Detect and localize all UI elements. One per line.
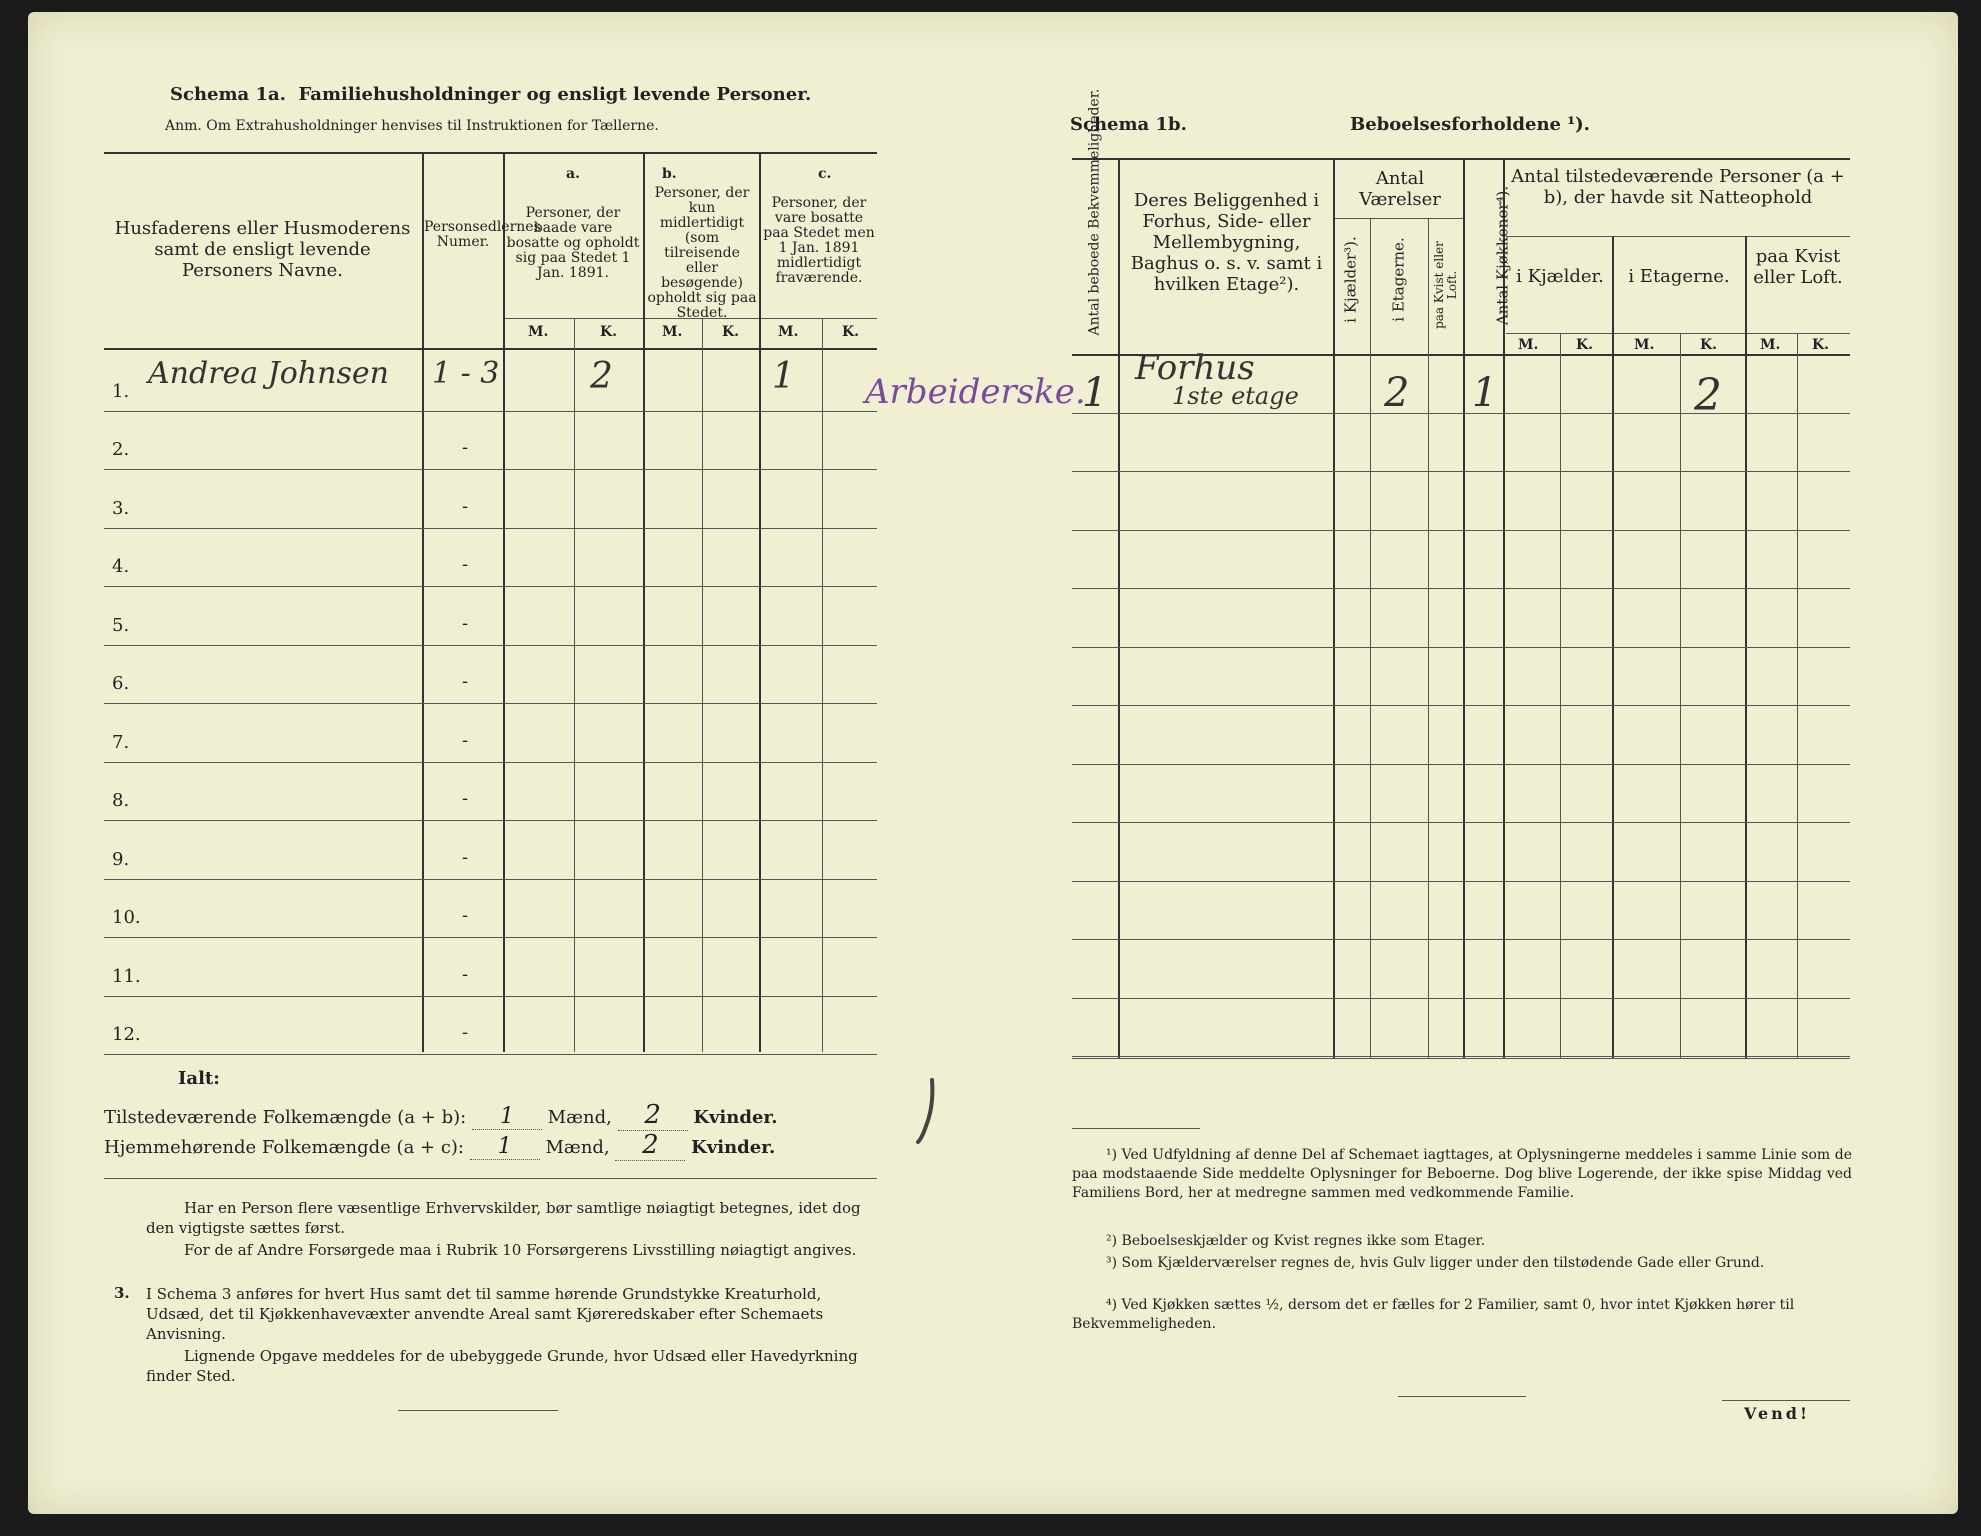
col-divider xyxy=(643,152,645,1052)
footnote-1: ¹) Ved Udfyldning af denne Del af Schemaet iagttages, at Oplysningerne meddeles i samme Linie som de paa modstaaende Side meddelte Oplysninger for Beboerne. Dog blive Logerende, der ikke spise Middag ved Familiens Bord, her at medregne sammen med vedkommende Familie. xyxy=(1072,1147,1852,1201)
note-paragraph-3: I Schema 3 anføres for hvert Hus samt det til samme hørende Grundstykke Kreaturhold, Udsæd, det til Kjøkkenhavevæxter anvendte Areal samt Kjøreredskaber efter Schemaets Anvisning. xyxy=(146,1285,824,1343)
row-border xyxy=(104,586,877,587)
row-person-number: - xyxy=(462,496,469,517)
row-border xyxy=(1072,939,1850,940)
footnote-2: ²) Beboelseskjælder og Kvist regnes ikke som Etager. xyxy=(1106,1233,1486,1249)
header-sub-border xyxy=(1506,236,1850,237)
r1-antal: 1 xyxy=(1082,370,1108,416)
vaerelser-header: Antal Værelser xyxy=(1359,168,1441,210)
col-a-m: M. xyxy=(528,324,549,340)
row-person-number: - xyxy=(462,671,469,692)
number-column-header: Personsedlernes Numer. xyxy=(424,219,541,250)
names-column-header: Husfaderens eller Husmoderens samt de ensligt levende Personers Navne. xyxy=(114,218,411,281)
schema-1a-label: Schema 1a. xyxy=(170,84,286,105)
row-border xyxy=(1072,471,1850,472)
row-person-number: - xyxy=(462,437,469,458)
row-border xyxy=(1072,764,1850,765)
row-number: 6. xyxy=(112,673,130,694)
hjem-label: Hjemmehørende Folkemængde (a + c): xyxy=(104,1137,464,1158)
row-number: 3. xyxy=(112,498,130,519)
end-rule xyxy=(1398,1396,1526,1397)
paa-kvist-header: paa Kvist eller Loft. xyxy=(1753,246,1843,288)
kjaelder-header: i Kjælder³). xyxy=(1341,236,1360,323)
row-person-number: - xyxy=(462,613,469,634)
kvinder-label: Kvinder. xyxy=(691,1137,776,1158)
antal-bebo-header: Antal beboede Bekvemmeligheder. xyxy=(1086,88,1103,336)
occupation-stamp: Arbeiderske. xyxy=(865,372,1086,412)
note-paragraph-1: Har en Person flere væsentlige Erhvervskilder, bør samtlige nøiagtigt betegnes, idet dog den vigtigste sættes først. xyxy=(146,1199,861,1237)
row-border xyxy=(104,937,877,938)
schema-1b-title: Schema 1b. xyxy=(1070,114,1187,135)
notes-divider xyxy=(104,1178,877,1179)
col-a-k: K. xyxy=(600,324,618,340)
maend-label: Mænd, xyxy=(547,1107,612,1128)
col-divider xyxy=(422,152,424,1052)
col-divider xyxy=(822,318,823,1052)
tilst-label: Tilstedeværende Folkemængde (a + b): xyxy=(104,1107,467,1128)
pencil-mark xyxy=(910,1076,940,1146)
footnote-rule xyxy=(1072,1128,1200,1129)
col-c-header: Personer, der vare bosatte paa Stedet men 1 Jan. 1891 midlertidigt fraværende. xyxy=(763,195,875,286)
tilst-m-value: 1 xyxy=(472,1104,542,1130)
r1-etagerne: 2 xyxy=(1384,370,1410,416)
row-person-number: - xyxy=(462,847,469,868)
row-number: 5. xyxy=(112,615,130,636)
ie-k: K. xyxy=(1700,337,1718,353)
row-border xyxy=(104,820,877,821)
note-paragraph-2: For de af Andre Forsørgede maa i Rubrik 10 Forsørgerens Livsstilling nøiagtigt angives. xyxy=(184,1241,857,1259)
table-top-border xyxy=(104,152,877,154)
row-c-m: 1 xyxy=(772,356,795,397)
row-border xyxy=(104,996,877,997)
row-a-k: 2 xyxy=(590,356,613,397)
row-number: 2. xyxy=(112,439,130,460)
tilst-total-line xyxy=(104,1100,778,1131)
col-b-header: Personer, der kun midlertidigt (som tilreisende eller besøgende) opholdt sig paa Stedet. xyxy=(647,185,757,321)
row-border xyxy=(104,1054,877,1055)
row-person-number: - xyxy=(462,730,469,751)
r1-belig-line1: Forhus xyxy=(1135,348,1255,388)
row-border xyxy=(104,469,877,470)
row-border xyxy=(1072,705,1850,706)
header-bottom-border xyxy=(104,348,877,350)
kvist-header: paa Kvist eller Loft. xyxy=(1432,241,1459,329)
vend-rule xyxy=(1722,1400,1850,1401)
pk-k: K. xyxy=(1812,337,1830,353)
row-border xyxy=(104,703,877,704)
table-bottom-border xyxy=(1072,1058,1850,1059)
col-divider xyxy=(702,318,703,1052)
row-border xyxy=(104,645,877,646)
col-divider xyxy=(1463,158,1465,1058)
row-border xyxy=(1072,881,1850,882)
kjokkener-header: Antal Kjøkkener⁴). xyxy=(1493,185,1512,326)
vend-label: Vend! xyxy=(1744,1404,1810,1423)
col-divider xyxy=(1560,333,1561,1058)
hjem-total-line xyxy=(104,1130,775,1161)
row-person-number: - xyxy=(462,554,469,575)
row-number: 12. xyxy=(112,1024,141,1045)
row-name: Andrea Johnsen xyxy=(148,356,389,391)
col-divider xyxy=(1680,333,1681,1058)
end-rule xyxy=(398,1410,558,1411)
row-person-number: - xyxy=(462,788,469,809)
r1-kjokken: 1 xyxy=(1472,370,1498,416)
col-divider xyxy=(1797,333,1798,1058)
col-c-m: M. xyxy=(778,324,799,340)
row-border xyxy=(1072,530,1850,531)
row-border xyxy=(104,879,877,880)
schema-1b-subtitle: Beboelsesforholdene ¹). xyxy=(1350,114,1590,135)
natteophold-header: Antal tilstedeværende Personer (a + b), der havde sit Natteophold xyxy=(1511,166,1845,208)
ialt-label: Ialt: xyxy=(178,1068,220,1089)
col-divider xyxy=(574,318,575,1052)
maend-label: Mænd, xyxy=(545,1137,610,1158)
ie-m: M. xyxy=(1634,337,1655,353)
row-person-number: - xyxy=(462,964,469,985)
anm-note: Anm. Om Extrahusholdninger henvises til Instruktionen for Tællerne. xyxy=(165,118,659,134)
row-border xyxy=(104,528,877,529)
col-b-letter: b. xyxy=(662,166,677,182)
col-divider xyxy=(1428,218,1429,1058)
row-border xyxy=(1072,822,1850,823)
row-border xyxy=(1072,1056,1850,1057)
pk-m: M. xyxy=(1760,337,1781,353)
hjem-k-value: 2 xyxy=(615,1130,685,1161)
col-a-header: Personer, der baade vare bosatte og opholdt sig paa Stedet 1 Jan. 1891. xyxy=(506,205,640,281)
row-person-number: - xyxy=(462,905,469,926)
note-paragraph-4: Lignende Opgave meddeles for de ubebyggede Grunde, hvor Udsæd eller Havedyrkning finder Sted. xyxy=(146,1347,858,1385)
row-number: 1. xyxy=(112,381,130,402)
r1-belig-line2: 1ste etage xyxy=(1172,382,1299,410)
row-border xyxy=(1072,588,1850,589)
i-kjaelder-header: i Kjælder. xyxy=(1516,266,1604,287)
ik-k: K. xyxy=(1576,337,1594,353)
footnote-3: ³) Som Kjælderværelser regnes de, hvis Gulv ligger under den tilstødende Gade eller Grund. xyxy=(1106,1255,1765,1271)
row-border xyxy=(1072,998,1850,999)
r1-ie-k: 2 xyxy=(1694,370,1722,421)
mk-row-border xyxy=(1506,333,1850,334)
vaerelser-sub-border xyxy=(1333,218,1463,219)
row-border xyxy=(1072,647,1850,648)
col-b-k: K. xyxy=(722,324,740,340)
table-top-border xyxy=(1072,158,1850,160)
row-border xyxy=(104,762,877,763)
col-b-m: M. xyxy=(662,324,683,340)
row-number: 11. xyxy=(112,966,141,987)
col-c-k: K. xyxy=(842,324,860,340)
row-number: 9. xyxy=(112,849,130,870)
schema-1a-title xyxy=(170,84,811,105)
col-divider xyxy=(1333,158,1335,1058)
tilst-k-value: 2 xyxy=(618,1100,688,1131)
row-number: 4. xyxy=(112,556,130,577)
row-number: 7. xyxy=(112,732,130,753)
col-divider xyxy=(503,152,505,1052)
row-person-number: - xyxy=(462,1022,469,1043)
kvinder-label: Kvinder. xyxy=(693,1107,778,1128)
hjem-m-value: 1 xyxy=(470,1134,540,1160)
col-a-letter: a. xyxy=(566,166,580,182)
i-etagerne-header: i Etagerne. xyxy=(1628,266,1730,287)
col-divider xyxy=(1118,158,1120,1058)
beliggenhed-header: Deres Beliggenhed i Forhus, Side- eller Mellembygning, Baghus o. s. v. samt i hvilken Etage²). xyxy=(1130,190,1323,295)
row-border xyxy=(1072,413,1850,414)
row-number: 8. xyxy=(112,790,130,811)
row-number: 10. xyxy=(112,907,141,928)
ik-m: M. xyxy=(1518,337,1539,353)
row-border xyxy=(104,411,877,412)
col-c-letter: c. xyxy=(818,166,832,182)
col-divider xyxy=(759,152,761,1052)
row-person-number: 1 - 3 xyxy=(432,356,500,391)
note-3-number: 3. xyxy=(114,1284,130,1302)
etagerne-header: i Etagerne. xyxy=(1389,237,1408,322)
col-divider xyxy=(1370,218,1371,1058)
schema-1a-subtitle: Familiehusholdninger og ensligt levende Personer. xyxy=(298,84,812,105)
footnote-4: ⁴) Ved Kjøkken sættes ½, dersom det er fælles for 2 Familier, samt 0, hvor intet Kjøkken hører til Bekvemmeligheden. xyxy=(1072,1297,1795,1332)
